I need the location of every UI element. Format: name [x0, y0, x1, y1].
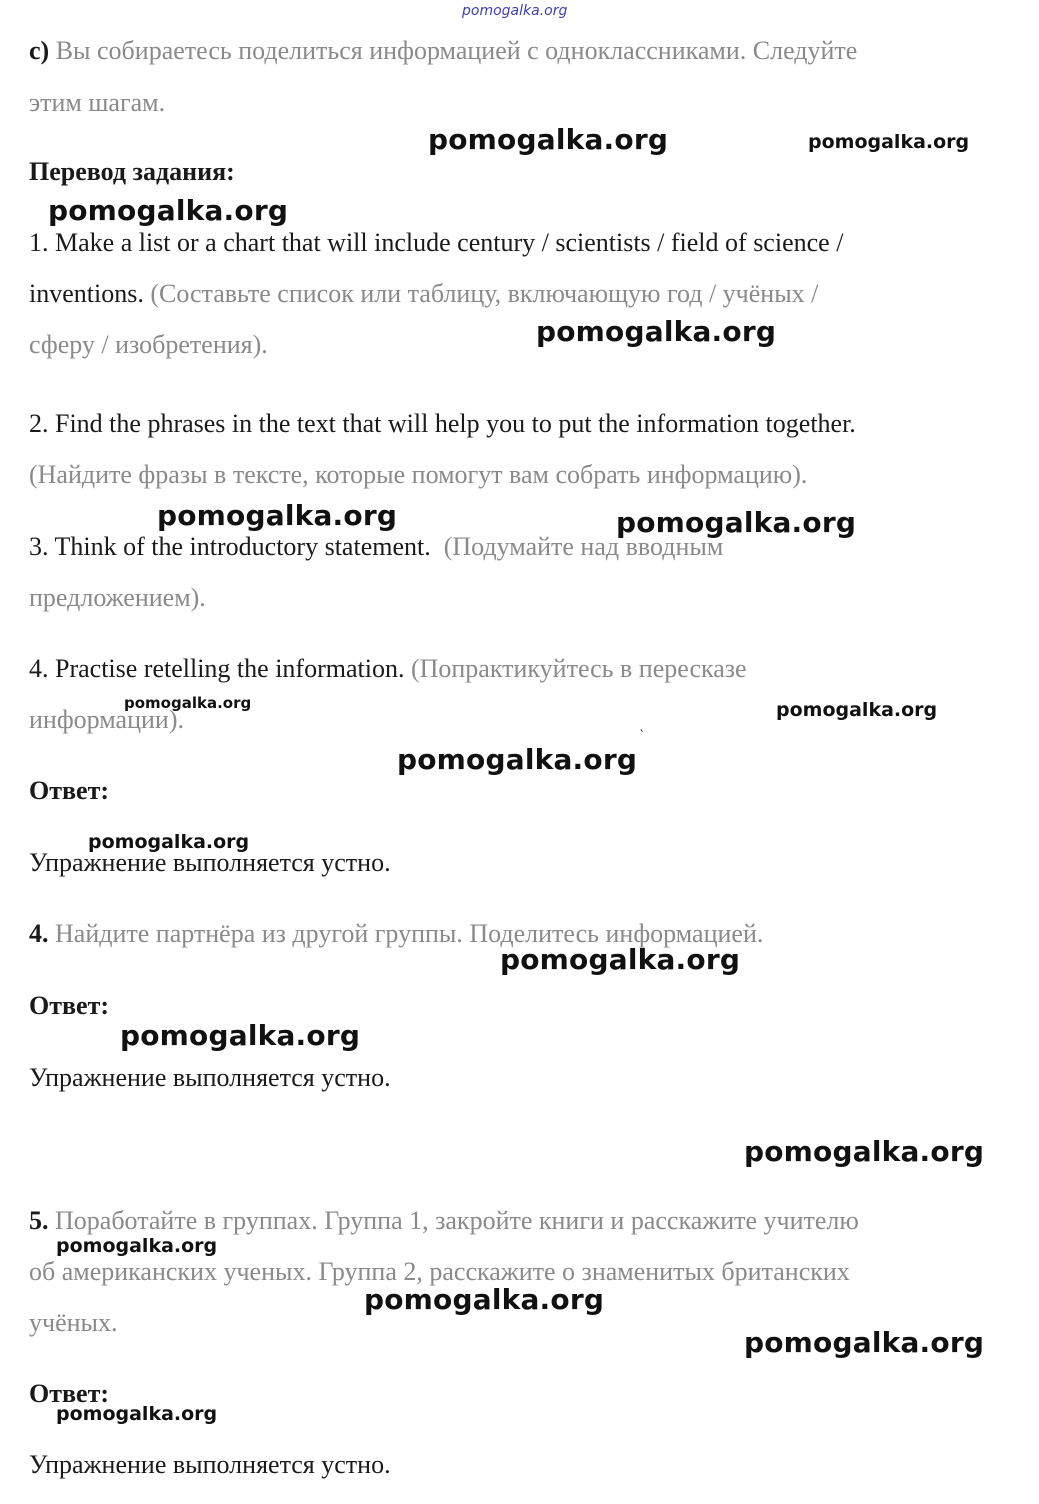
watermark: pomogalka.org: [500, 943, 741, 976]
step-1-en-tail: inventions.: [29, 279, 144, 308]
task-c-line-2: этим шагам.: [29, 88, 166, 117]
answer-label-2: Ответ:: [29, 991, 110, 1020]
step-2-line-2: (Найдите фразы в тексте, которые помогут вам собрать информацию).: [29, 460, 808, 489]
task-c-text: Вы собираетесь поделиться информацией с одноклассниками. Следуйте: [55, 36, 858, 65]
task-5-line-3: учёных.: [29, 1308, 118, 1337]
task-5-number: 5.: [29, 1206, 49, 1235]
task-5-line-1: [29, 1208, 859, 1234]
step-4-line-2: информации).: [29, 705, 184, 734]
watermark: pomogalka.org: [157, 499, 398, 532]
answer-text-1: Упражнение выполняется устно.: [29, 848, 391, 877]
task-5-text-1: Поработайте в группах. Группа 1, закройте книги и расскажите учителю: [55, 1206, 859, 1235]
step-1-line-2: [29, 281, 818, 307]
task-c-label: c): [29, 36, 50, 65]
task-4-text: Найдите партнёра из другой группы. Поделитесь информацией.: [55, 919, 764, 948]
watermark: pomogalka.org: [776, 699, 938, 721]
watermark: pomogalka.org: [428, 123, 669, 156]
task-4-number: 4.: [29, 919, 49, 948]
watermark: pomogalka.org: [120, 1019, 361, 1052]
translation-heading: Перевод задания:: [29, 157, 235, 186]
watermark: pomogalka.org: [364, 1283, 605, 1316]
step-4-en: 4. Practise retelling the information.: [29, 654, 405, 683]
watermark: pomogalka.org: [744, 1326, 985, 1359]
watermark: pomogalka.org: [536, 315, 777, 348]
watermark: pomogalka.org: [397, 743, 638, 776]
watermark: pomogalka.org: [616, 506, 857, 539]
watermark: pomogalka.org: [56, 1235, 218, 1257]
answer-label-1: Ответ:: [29, 776, 110, 805]
step-3-en: 3. Think of the introductory statement.: [29, 532, 431, 561]
scan-mark: ‵: [640, 729, 644, 744]
watermark: pomogalka.org: [124, 694, 252, 712]
watermark: pomogalka.org: [808, 131, 970, 153]
task-5-line-2: об американских ученых. Группа 2, расскажите о знаменитых британских: [29, 1257, 850, 1286]
watermark: pomogalka.org: [48, 194, 289, 227]
step-1-line-3: сферу / изобретения).: [29, 330, 268, 359]
watermark: pomogalka.org: [744, 1135, 985, 1168]
step-4-ru: (Попрактикуйтесь в пересказе: [410, 654, 747, 683]
step-2-line-1: 2. Find the phrases in the text that will help you to put the information together.: [29, 409, 856, 438]
watermark: pomogalka.org: [88, 831, 250, 853]
watermark: pomogalka.org: [56, 1403, 218, 1425]
step-1-line-1: 1. Make a list or a chart that will include century / scientists / field of science /: [29, 228, 844, 257]
answer-label-3: Ответ:: [29, 1379, 110, 1408]
step-1-ru: (Составьте список или таблицу, включающую год / учёных /: [150, 279, 819, 308]
step-3-line-2: предложением).: [29, 583, 206, 612]
step-4-line-1: [29, 656, 747, 682]
task-c-line-1: [29, 38, 857, 64]
step-3-ru: (Подумайте над вводным: [443, 532, 724, 561]
answer-text-2: Упражнение выполняется устно.: [29, 1063, 391, 1092]
answer-text-3: Упражнение выполняется устно.: [29, 1450, 391, 1479]
watermark-top: pomogalka.org: [462, 3, 568, 19]
